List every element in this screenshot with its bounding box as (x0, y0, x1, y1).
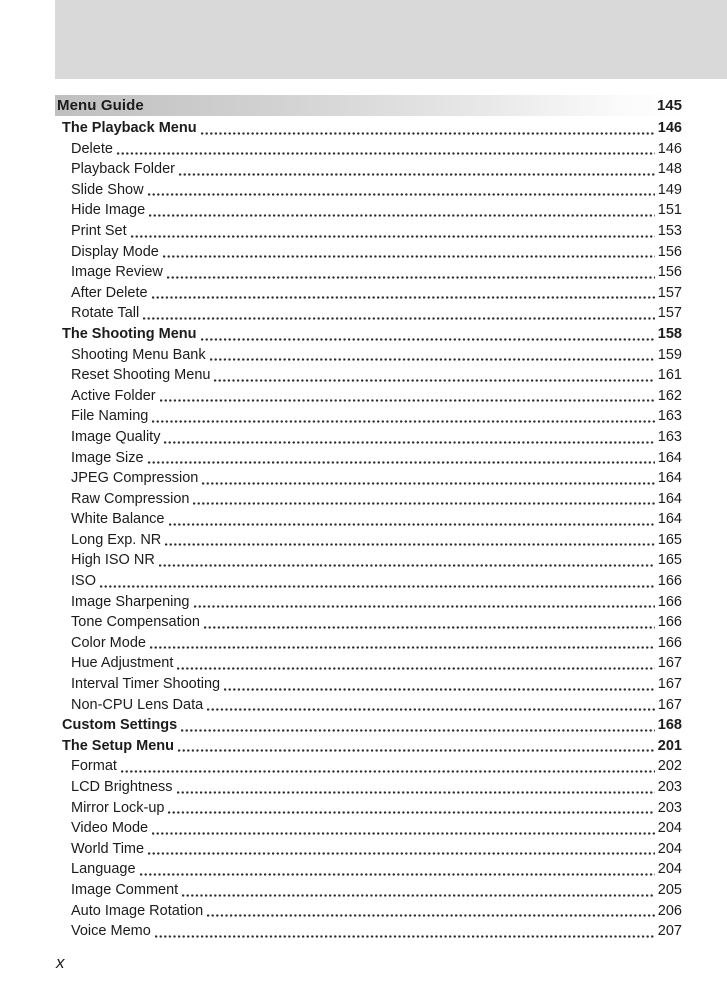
dot-leader (178, 749, 655, 752)
dot-leader (164, 441, 654, 444)
toc-entry-label: File Naming (71, 408, 149, 425)
toc-entry-page: 166 (657, 573, 682, 590)
dot-leader (177, 667, 654, 670)
dot-leader (179, 173, 655, 176)
toc-entry (55, 839, 682, 860)
toc-entry-page: 151 (657, 202, 682, 219)
toc-entry-label: Slide Show (71, 181, 144, 198)
dot-leader (160, 399, 655, 402)
toc-entry-label: Hue Adjustment (71, 655, 174, 672)
dot-leader (169, 523, 655, 526)
toc-entry-page: 163 (657, 428, 682, 445)
dot-leader (207, 914, 655, 917)
toc-entry-label: High ISO NR (71, 552, 155, 569)
toc-entry-page: 149 (657, 181, 682, 198)
toc-entry-label: Image Size (71, 449, 144, 466)
dot-leader (177, 791, 655, 794)
dot-leader (150, 646, 655, 649)
toc-entry-page: 203 (657, 779, 682, 795)
toc-entry-label: White Balance (71, 511, 165, 528)
toc-entry-label: Non-CPU Lens Data (71, 696, 204, 713)
toc-entry (55, 262, 682, 283)
toc-entry-page: 205 (657, 881, 682, 898)
dot-leader (167, 276, 655, 279)
toc-entry (55, 180, 682, 201)
toc-entry-label: Format (71, 758, 117, 775)
toc-entry-label: Delete (71, 140, 113, 157)
dot-leader (152, 296, 655, 299)
toc-entry (55, 880, 682, 901)
toc-entry (55, 736, 682, 757)
toc-entry-label: Tone Compensation (71, 614, 200, 631)
toc-entry-label: Active Folder (71, 387, 156, 404)
toc-entry-page: 168 (657, 717, 682, 734)
toc-entry-label: Rotate Tall (71, 305, 140, 322)
toc-entry-page: 204 (657, 840, 682, 857)
dot-leader (224, 688, 655, 691)
toc-entry (55, 159, 682, 180)
toc-entry-label: LCD Brightness (71, 779, 173, 795)
toc-entry (55, 221, 682, 242)
toc-entry (55, 468, 682, 489)
toc-entry-page: 161 (657, 367, 682, 384)
toc-entry-page: 167 (657, 696, 682, 713)
toc-entry (55, 921, 682, 942)
toc-entry-label: Language (71, 861, 136, 878)
toc-entry-page: 163 (657, 408, 682, 425)
toc-entry (55, 818, 682, 839)
toc-entry (55, 427, 682, 448)
toc-entry-page: 203 (657, 799, 682, 816)
dot-leader (148, 461, 655, 464)
toc-entry-label: Raw Compression (71, 490, 190, 507)
toc-entry (55, 530, 682, 551)
toc-entry-page: 164 (657, 470, 682, 487)
page-title: Menu Guide (57, 97, 144, 114)
toc-entry-page: 164 (657, 490, 682, 507)
toc-entry (55, 550, 682, 571)
toc-entry-page: 201 (657, 737, 682, 754)
toc-entry-page: 166 (657, 614, 682, 631)
toc-entry-label: Hide Image (71, 202, 146, 219)
toc-entry-page: 165 (657, 552, 682, 569)
toc-entry-page: 146 (657, 140, 682, 157)
toc-entry-label: Custom Settings (62, 717, 178, 734)
dot-leader (140, 873, 655, 876)
toc-entry-page: 166 (657, 634, 682, 651)
toc-entry (55, 509, 682, 530)
dot-leader (148, 852, 655, 855)
dot-leader (131, 235, 655, 238)
toc-entry-label: Color Mode (71, 634, 146, 651)
table-of-contents (55, 118, 682, 942)
dot-leader (168, 811, 654, 814)
toc-entry-label: Shooting Menu Bank (71, 346, 206, 363)
toc-entry (55, 695, 682, 716)
footer-page-number: x (56, 953, 65, 972)
toc-entry-page: 207 (657, 923, 682, 940)
toc-entry-label: JPEG Compression (71, 470, 199, 487)
toc-entry (55, 386, 682, 407)
dot-leader (155, 935, 655, 938)
toc-entry-page: 162 (657, 387, 682, 404)
toc-entry-page: 146 (657, 120, 682, 136)
toc-entry-page: 156 (657, 243, 682, 260)
dot-leader (194, 605, 655, 608)
dot-leader (201, 338, 655, 341)
toc-entry-page: 165 (657, 531, 682, 548)
dot-leader (148, 193, 655, 196)
dot-leader (152, 420, 654, 423)
dot-leader (100, 585, 655, 588)
toc-entry-label: World Time (71, 840, 145, 857)
toc-entry (55, 592, 682, 613)
toc-entry-label: Display Mode (71, 243, 159, 260)
dot-leader (159, 564, 655, 567)
toc-entry-page: 204 (657, 861, 682, 878)
toc-entry-page: 156 (657, 264, 682, 281)
dot-leader (202, 482, 654, 485)
toc-entry-label: Image Review (71, 264, 163, 281)
toc-entry (55, 674, 682, 695)
dot-leader (121, 770, 655, 773)
toc-entry (55, 448, 682, 469)
toc-entry (55, 118, 682, 139)
toc-entry (55, 777, 682, 798)
dot-leader (204, 626, 655, 629)
toc-entry-label: Voice Memo (71, 923, 151, 940)
dot-leader (165, 543, 655, 546)
menu-guide-header-bar (55, 95, 689, 116)
dot-leader (152, 832, 655, 835)
dot-leader (210, 358, 655, 361)
toc-entry-page: 164 (657, 511, 682, 528)
toc-entry-label: Long Exp. NR (71, 531, 162, 548)
toc-entry-label: Interval Timer Shooting (71, 676, 221, 693)
toc-entry (55, 139, 682, 160)
toc-entry-page: 157 (657, 305, 682, 322)
toc-entry (55, 612, 682, 633)
toc-entry-page: 204 (657, 820, 682, 837)
toc-entry (55, 324, 682, 345)
toc-entry-page: 148 (657, 161, 682, 178)
toc-entry (55, 715, 682, 736)
toc-entry-page: 206 (657, 902, 682, 919)
dot-leader (193, 502, 654, 505)
toc-entry (55, 901, 682, 922)
toc-entry-label: Auto Image Rotation (71, 902, 204, 919)
dot-leader (201, 132, 655, 135)
toc-entry-page: 166 (657, 593, 682, 610)
dot-leader (143, 317, 655, 320)
toc-entry (55, 756, 682, 777)
toc-entry (55, 200, 682, 221)
header-page-number: 145 (656, 97, 682, 114)
toc-entry-page: 202 (657, 758, 682, 775)
toc-entry-page: 167 (657, 655, 682, 672)
toc-entry-label: Playback Folder (71, 161, 175, 178)
toc-entry-label: Mirror Lock-up (71, 799, 165, 816)
toc-entry (55, 633, 682, 654)
toc-entry-page: 159 (657, 346, 682, 363)
toc-entry-label: The Shooting Menu (62, 325, 197, 342)
toc-entry-label: Reset Shooting Menu (71, 367, 211, 384)
toc-entry (55, 489, 682, 510)
toc-entry-page: 164 (657, 449, 682, 466)
dot-leader (207, 708, 655, 711)
toc-entry (55, 345, 682, 366)
toc-entry-label: Image Comment (71, 881, 179, 898)
toc-entry-page: 158 (657, 325, 682, 342)
dot-leader (182, 894, 655, 897)
toc-entry-page: 167 (657, 676, 682, 693)
top-gray-block (55, 0, 727, 79)
dot-leader (163, 255, 655, 258)
dot-leader (214, 379, 654, 382)
toc-entry-label: The Setup Menu (62, 737, 174, 754)
toc-entry-label: ISO (71, 573, 96, 590)
toc-entry (55, 303, 682, 324)
toc-entry (55, 571, 682, 592)
toc-entry (55, 242, 682, 263)
toc-entry-page: 157 (657, 284, 682, 301)
toc-entry-label: Print Set (71, 222, 127, 239)
toc-entry-page: 153 (657, 222, 682, 239)
toc-entry (55, 283, 682, 304)
toc-entry-label: The Playback Menu (62, 120, 197, 136)
toc-entry (55, 653, 682, 674)
toc-entry-label: After Delete (71, 284, 148, 301)
dot-leader (117, 152, 655, 155)
dot-leader (149, 214, 655, 217)
toc-entry-label: Image Sharpening (71, 593, 190, 610)
dot-leader (181, 729, 655, 732)
toc-entry-label: Video Mode (71, 820, 149, 837)
toc-entry-label: Image Quality (71, 428, 161, 445)
toc-entry (55, 365, 682, 386)
toc-entry (55, 798, 682, 819)
toc-entry (55, 859, 682, 880)
toc-entry (55, 406, 682, 427)
